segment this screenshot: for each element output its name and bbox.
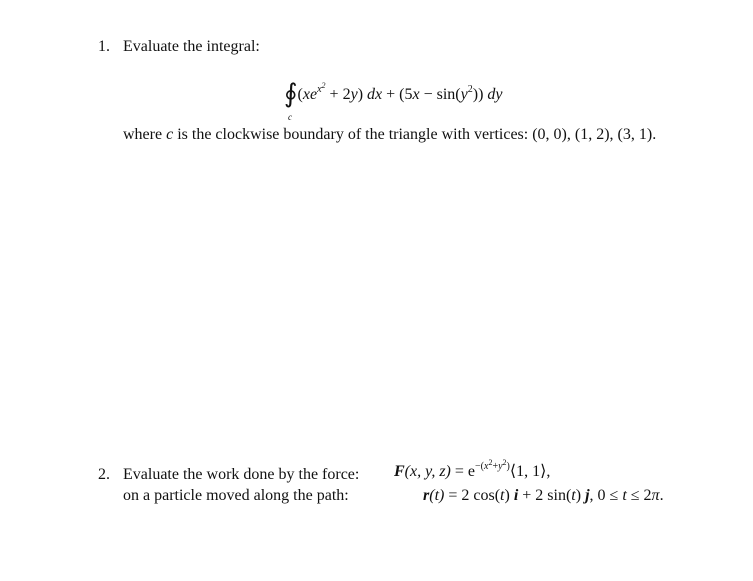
integrand-close: ): [357, 86, 368, 103]
integrand-y: y: [350, 86, 358, 103]
exp-close: ): [506, 461, 510, 472]
integrand-open: (: [297, 86, 303, 103]
force-vector: ⟨1, 1⟩,: [509, 463, 551, 480]
problem-1-number: 1.: [98, 38, 110, 55]
problem-2-prompt: Evaluate the work done by the force:: [123, 466, 360, 483]
integral-subscript: c: [288, 112, 292, 122]
exp-y2: 2: [502, 458, 507, 467]
integrand-x: x: [302, 86, 310, 103]
force-args: (x, y, z): [404, 463, 451, 480]
path-i: i: [513, 487, 519, 504]
integrand-close2: )): [472, 86, 488, 103]
problem-2-number: 2.: [98, 466, 110, 483]
differential-dx: dx: [367, 86, 383, 103]
path-close: ): [575, 487, 586, 504]
integrand-x2: x: [412, 86, 420, 103]
problem-1-where-line: [123, 127, 656, 143]
path-r: r: [423, 487, 430, 504]
path-t3: t: [571, 487, 576, 504]
force-expression: [394, 458, 551, 480]
exp-x: x: [317, 84, 322, 95]
exp-minus: −(: [475, 461, 484, 472]
integrand-plus-5: + (5: [382, 86, 413, 103]
path-expression: [423, 488, 664, 504]
integrand-minus-sin: − sin(: [419, 86, 461, 103]
force-F: F: [394, 463, 405, 480]
where-c: c: [166, 126, 174, 143]
integrand-exponent: [317, 81, 326, 95]
problem-1-integral: [284, 78, 503, 108]
where-suffix: is the clockwise boundary of the triangle with vertices:: [173, 126, 533, 143]
path-t: (t): [429, 487, 445, 504]
path-plus: + 2 sin(: [518, 487, 572, 504]
path-end: .: [659, 487, 664, 504]
path-mid: ): [504, 487, 514, 504]
integrand-y2: y: [460, 86, 468, 103]
exp-x2: 2: [488, 458, 493, 467]
exp-plus: +: [492, 461, 499, 472]
force-eq: = e: [450, 463, 475, 480]
where-prefix: where: [123, 126, 167, 143]
integrand-square: 2: [467, 84, 473, 95]
exp-y: y: [498, 461, 503, 472]
problem-2-line2: on a particle moved along the path:: [123, 487, 349, 504]
contour-integral-symbol: ∮: [284, 79, 298, 108]
exp-2: 2: [321, 81, 326, 90]
differential-dy: dy: [487, 86, 503, 103]
integrand-plus-2y: + 2: [325, 86, 351, 103]
path-t2: t: [500, 487, 505, 504]
problem-1-prompt: Evaluate the integral:: [123, 38, 260, 55]
path-range2: ≤ 2: [626, 487, 652, 504]
integrand-e: e: [309, 86, 318, 103]
problem-2-line1: [123, 467, 359, 483]
force-exponent: [475, 458, 510, 472]
path-pi: π: [651, 487, 660, 504]
path-eq: = 2 cos(: [444, 487, 501, 504]
path-range: , 0 ≤: [589, 487, 623, 504]
path-t4: t: [622, 487, 627, 504]
vertices: (0, 0), (1, 2), (3, 1).: [532, 126, 657, 143]
exp-x: x: [483, 461, 489, 472]
path-j: j: [585, 487, 590, 504]
